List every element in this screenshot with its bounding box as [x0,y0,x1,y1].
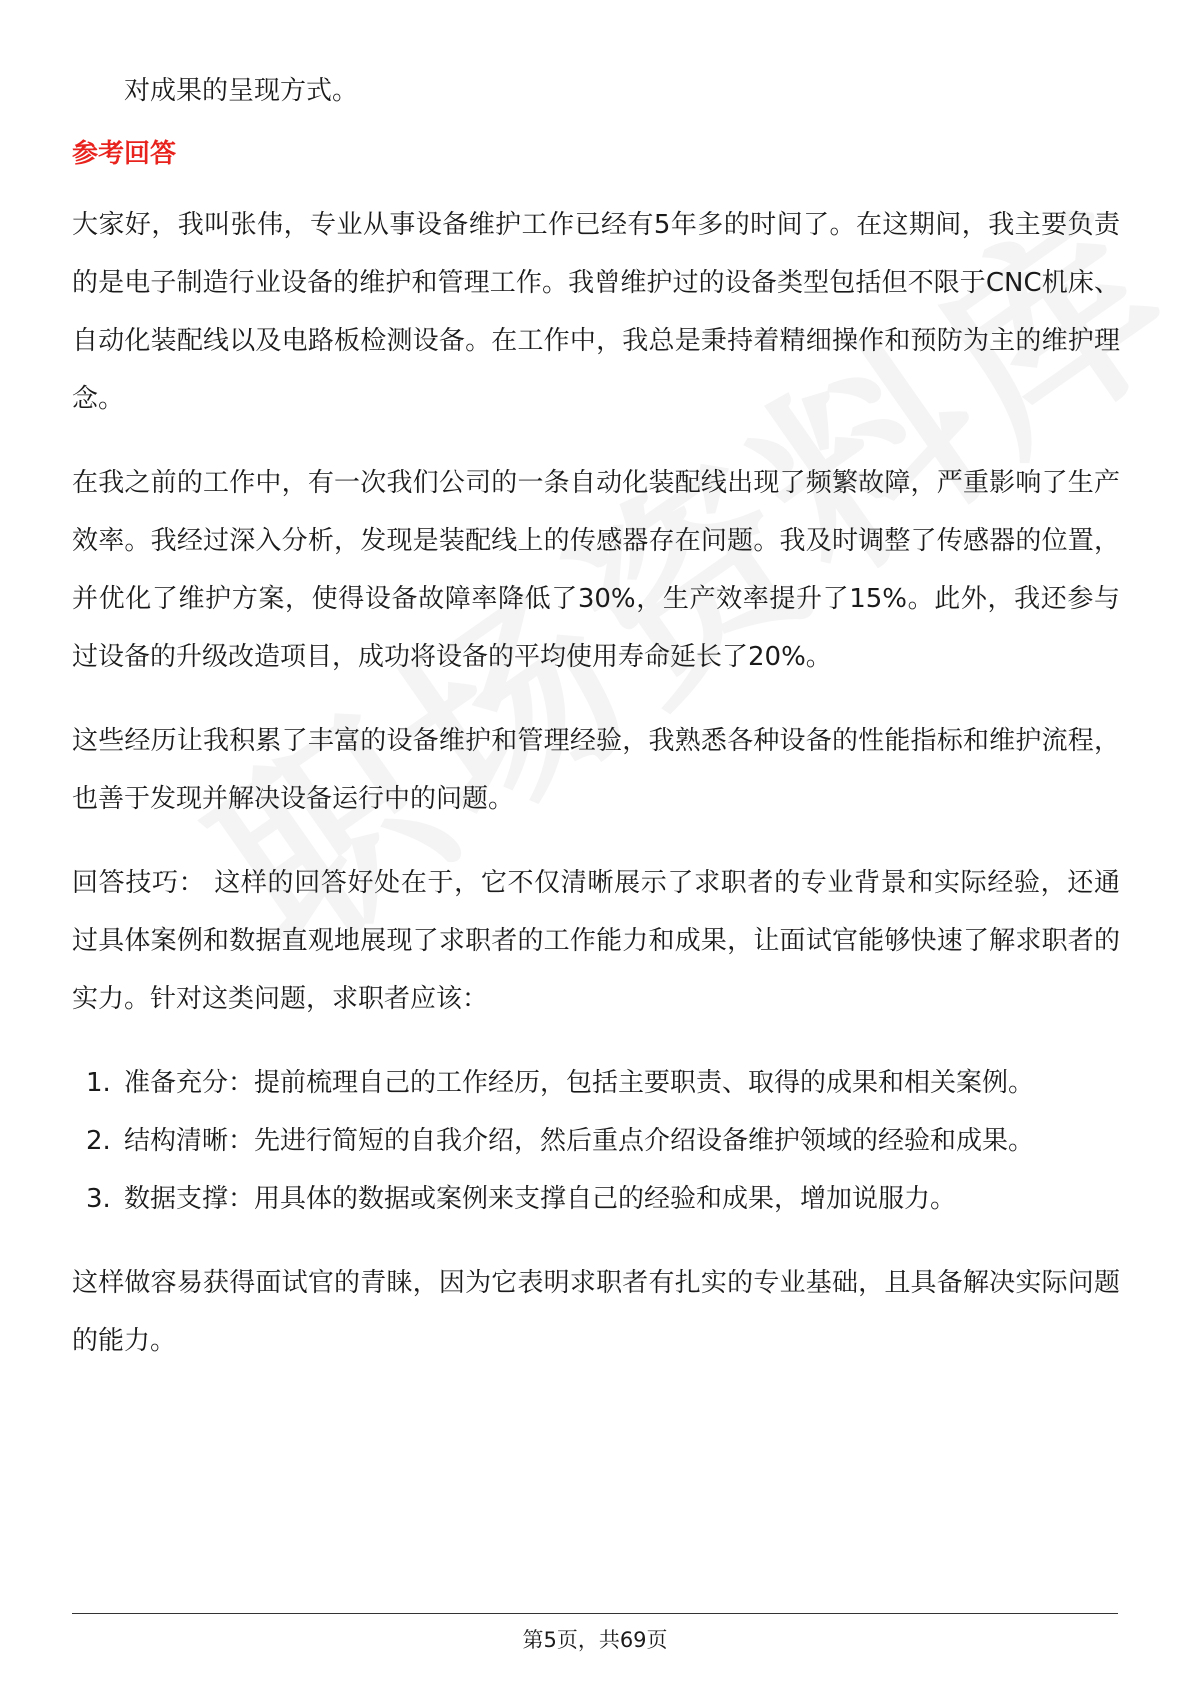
list-item [72,1112,1120,1170]
list-item-number: 2. [86,1126,111,1156]
document-body [72,62,1120,1396]
section-heading: 参考回答 [72,139,177,169]
list-item [72,1054,1120,1112]
list-item-number: 3. [86,1184,111,1214]
continuation-line: 对成果的呈现方式。 [124,76,359,106]
closing-paragraph: 这样做容易获得面试官的青睐，因为它表明求职者有扎实的专业基础，且具备解决实际问题的能力。 [72,1268,1120,1356]
tips-list [72,1054,1120,1228]
list-item-text: 数据支撑：用具体的数据或案例来支撑自己的经验和成果，增加说服力。 [124,1184,957,1214]
footer-divider [72,1613,1118,1614]
list-item-text: 结构清晰：先进行简短的自我介绍，然后重点介绍设备维护领域的经验和成果。 [124,1126,1035,1156]
tips-paragraph: 回答技巧： 这样的回答好处在于，它不仅清晰展示了求职者的专业背景和实际经验，还通过具体案例和数据直观地展现了求职者的工作能力和成果，让面试官能够快速了解求职者的实力。针对这类问题，求职者应该： [72,868,1120,1014]
answer-paragraph-2: 在我之前的工作中，有一次我们公司的一条自动化装配线出现了频繁故障，严重影响了生产效率。我经过深入分析，发现是装配线上的传感器存在问题。我及时调整了传感器的位置，并优化了维护方案，使得设备故障率降低了30%，生产效率提升了15%。此外，我还参与过设备的升级改造项目，成功将设备的平均使用寿命延长了20%。 [72,468,1120,672]
list-item-text: 准备充分：提前梳理自己的工作经历，包括主要职责、取得的成果和相关案例。 [124,1068,1035,1098]
list-item-number: 1. [86,1068,111,1098]
answer-paragraph-1: 大家好，我叫张伟，专业从事设备维护工作已经有5年多的时间了。在这期间，我主要负责的是电子制造行业设备的维护和管理工作。我曾维护过的设备类型包括但不限于CNC机床、自动化装配线以及电路板检测设备。在工作中，我总是秉持着精细操作和预防为主的维护理念。 [72,210,1120,414]
list-item [72,1170,1120,1228]
page-number: 第5页，共69页 [522,1628,668,1652]
answer-paragraph-3: 这些经历让我积累了丰富的设备维护和管理经验，我熟悉各种设备的性能指标和维护流程，也善于发现并解决设备运行中的问题。 [72,726,1120,814]
